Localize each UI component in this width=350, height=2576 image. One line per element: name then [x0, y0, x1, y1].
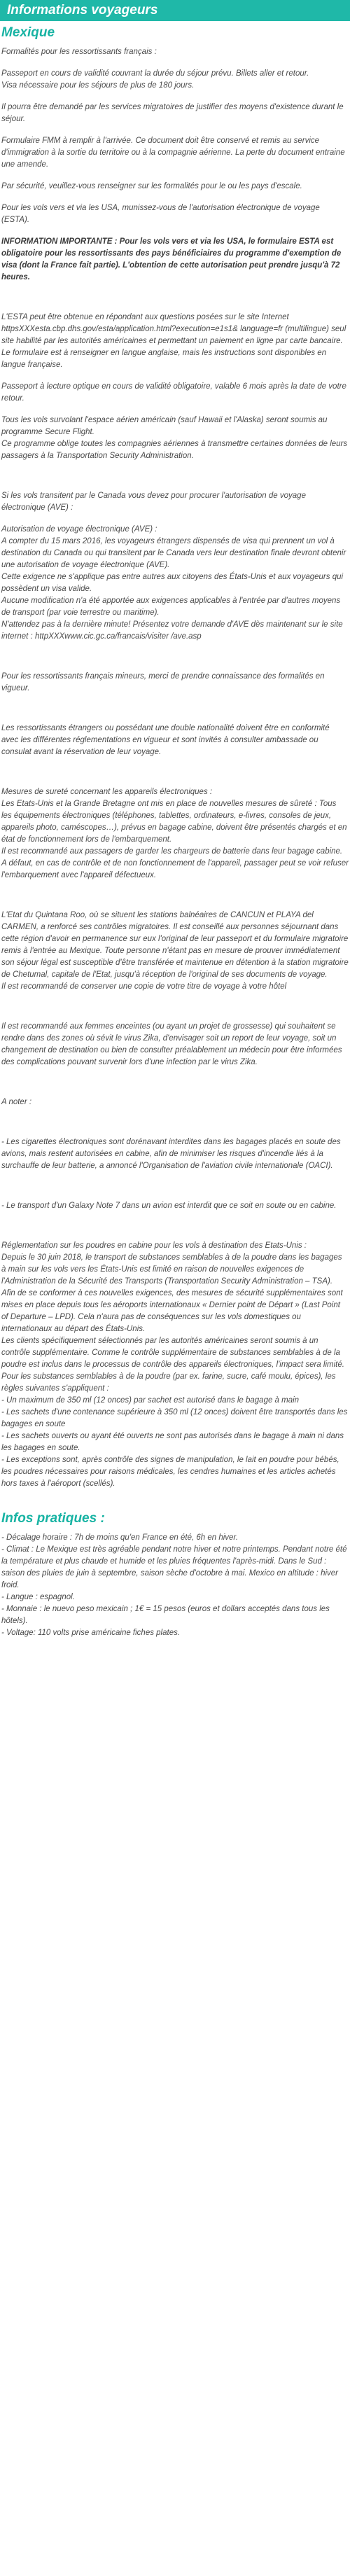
paragraph-zika: Il est recommandé aux femmes enceintes (ou ayant un projet de grossesse) qui souhaitent se rendre dans des zones où sévit le virus Zika, d'envisager soit un report de leur voyage, soit un changement de destination ou bien de consulter préalablement un médecin pour être informées des complications pouvant survenir lors d'une infection par le virus Zika.: [1, 1022, 342, 1066]
paragraph-secure-flight: Tous les vols survolant l'espace aérien américain (sauf Hawaii et l'Alaska) seront soumis au programme Secure Flight. Ce programme oblige toutes les compagnies aériennes à transmettre certaines données de leurs passagers à la Transportation Security Administration.: [1, 416, 348, 460]
section-title-mexique: Mexique: [1, 25, 55, 40]
spacer: [1, 1003, 349, 1021]
paragraph-important: INFORMATION IMPORTANTE : Pour les vols vers et via les USA, le formulaire ESTA est obligatoire pour les ressortissants des pays bénéficiaires du programme d'exemption de visa (dont la France fait partie). L'obtention de cette autorisation peut prendre jusqu'à 72 heures.: [1, 237, 342, 281]
paragraph-canada-intro: Si les vols transitent par le Canada vous devez pour procurer l'autorisation de voyage électronique (AVE) :: [1, 492, 306, 512]
mexique-content: [0, 46, 350, 1507]
spacer: [1, 1118, 349, 1136]
paragraph-esta-site: L'ESTA peut être obtenue en répondant aux questions posées sur le site Internet httpsXXXesta.cbp.dhs.gov/esta/application.html?execution=e1s1& language=fr (multilingue) seul site habilité par les autorités américaines et permettant un paiement en ligne par carte bancaire. Le formulaire est à renseigner en langue anglaise, mais les instructions sont disponibles en langue française.: [1, 313, 346, 369]
paragraph-formalites: Formalités pour les ressortissants français :: [1, 48, 157, 56]
spacer: [1, 472, 349, 490]
info-line: - Langue : espagnol.: [1, 1593, 75, 1601]
paragraph-galaxy: - Le transport d'un Galaxy Note 7 dans un avion est interdit que ce soit en soute ou en cabine.: [1, 1202, 337, 1210]
paragraph-double-nationalite: Les ressortissants étrangers ou possédant une double nationalité doivent être en conformité avec les différentes réglementations en vigueur et sont invités à consulter ambassade ou consulat avant la réservation de leur voyage.: [1, 724, 330, 756]
spacer: [1, 1078, 349, 1096]
paragraph-poudres: Réglementation sur les poudres en cabine pour les vols à destination des Etats-Unis : Depuis le 30 juin 2018, le transport de substances semblables à de la poudre dans les bagages à main sur les vols vers les États-Unis est limité en raison de nouvelles exigences de l'Administration de la Sécurité des Transports (Transportation Security Administration – TSA). Afin de se conformer à ces nouvelles exigences, des mesures de sécurité supplémentaires sont mises en place depuis tous les aéroports internationaux « Dernier point de Départ » (Last Point of Departure – LPD). Cela n'aura pas de conséquences sur les vols domestiques ou internationaux au départ des États-Unis. Les clients spécifiquement sélectionnés par les autorités américaines seront soumis à un contrôle supplémentaire. Comme le contrôle supplémentaire de substances semblables à de la poudre est inclus dans le processus de contrôle des appareils électroniques, l'impact sera limité. Pour les substances semblables à de la poudre (par ex. farine, sucre, café moulu, épices), les règles suivantes s'appliquent : - Un maximum de 350 ml (12 onces) par sachet est autorisé dans le bagage à main - Les sachets d'une contenance supérieure à 350 ml (12 onces) doivent être transportés dans les bagages en soute - Les sachets ouverts ou ayant été ouverts ne sont pas autorisés dans le bagage à main ni dans les bagages en soute. - Les exceptions sont, après contrôle des signes de manipulation, le lait en poudre pour bébés, les poudres nécessaires pour raisons médicales, les cendres humaines et les articles achetés hors taxes à l'aéroport (scellés).: [1, 1241, 348, 1488]
paragraph-non-francais: Pour les ressortissants français mineurs, merci de prendre connaissance des formalités en vigueur.: [1, 672, 325, 692]
paragraph-esta-intro: Pour les vols vers et via les USA, munissez-vous de l'autorisation électronique de voyage (ESTA).: [1, 204, 320, 224]
paragraph-securite: Par sécurité, veuillez-vous renseigner sur les formalités pour le ou les pays d'escale.: [1, 182, 302, 190]
paragraph-a-noter: A noter :: [1, 1098, 32, 1106]
paragraph-preuve: Il pourra être demandé par les services migratoires de justifier des moyens d'existence durant le séjour.: [1, 103, 344, 123]
spacer: [1, 1182, 349, 1200]
info-line: - Monnaie : le nuevo peso mexicain ; 1€ = 15 pesos (euros et dollars acceptés dans tous les hôtels).: [1, 1605, 330, 1625]
spacer: [1, 704, 349, 723]
paragraph-ave: Autorisation de voyage électronique (AVE) : A compter du 15 mars 2016, les voyageurs étrangers dispensés de visa qui prennent un vol à destination du Canada ou qui transitent par le Canada vers leur destination finale devront obtenir une autorisation de voyage électronique (AVE). Cette exigence ne s'applique pas entre autres aux citoyens des États-Unis et aux voyageurs qui possèdent un visa valide. Aucune modification n'a été apportée aux exigences applicables à l'entrée par d'autres moyens de transport (par voie terrestre ou maritime). N'attendez pas à la dernière minute! Présentez votre demande d'AVE dès maintenant sur le site internet : httpXXXwww.cic.gc.ca/francais/visiter /ave.asp: [1, 525, 346, 641]
info-line: - Voltage: 110 volts prise américaine fiches plates.: [1, 1629, 181, 1637]
infos-pratiques-content: [0, 1532, 350, 1646]
spacer: [1, 293, 349, 312]
paragraph-cigarettes: - Les cigarettes électroniques sont dorénavant interdites dans les bagages placés en soute des avions, mais restent autorisées en cabine, afin de minimiser les risques d'incendie liés à la surchauffe de leur batterie, a annoncé l'Organisation de l'aviation civile internationale (OACI).: [1, 1138, 341, 1170]
paragraph-appareils: Mesures de sureté concernant les appareils électroniques : Les Etats-Unis et la Grande Bretagne ont mis en place de nouvelles mesures de sûreté : Tous les équipements électroniques (téléphones, tablettes, ordinateurs, e-livres, consoles de jeux, appareils photo, caméscopes…), prévus en bagage cabine, doivent être présentés chargés et en état de fonctionnement lors de l'embarquement. Il est recommandé aux passagers de garder les chargeurs de batterie dans leur bagage cabine. A défaut, en cas de contrôle et de non fonctionnement de l'appareil, passager peut se voir refuser l'embarquement avec l'appareil défectueux.: [1, 788, 349, 879]
paragraph-quintana-roo: L'Etat du Quintana Roo, où se situent les stations balnéaires de CANCUN et PLAYA del CARMEN, a renforcé ses contrôles migratoires. Il est conseillé aux personnes séjournant dans cette région d'avoir en permanence sur eux l'original de leur passeport et du formulaire migratoire remis à l'entrée au Mexique. Toute personne n'étant pas en mesure de prouver immédiatement son séjour légal est susceptible d'être transférée et maintenue en détention à la station migratoire de Chetumal, capitale de l'Etat, jusqu'à réception de l'original de ses documents de voyage. Il est recommandé de conserver une copie de votre titre de voyage à votre hôtel: [1, 911, 349, 991]
page-title-banner: Informations voyageurs: [0, 0, 350, 21]
spacer: [1, 891, 349, 910]
paragraph-esta-passeport: Passeport à lecture optique en cours de validité obligatoire, valable 6 mois après la date de votre retour.: [1, 382, 346, 403]
spacer: [1, 1222, 349, 1240]
section-title-infos-pratiques: Infos pratiques :: [1, 1511, 105, 1526]
paragraph-passeport: Passeport en cours de validité couvrant la durée du séjour prévu. Billets aller et retour. Visa nécessaire pour les séjours de plus de 180 jours.: [1, 69, 309, 90]
paragraph-fmm: Formulaire FMM à remplir à l'arrivée. Ce document doit être conservé et remis au service d'immigration à la sortie du territoire ou à la compagnie aérienne. La perte du document entraine une amende.: [1, 137, 345, 169]
spacer: [1, 768, 349, 786]
spacer: [1, 653, 349, 671]
info-line: - Décalage horaire : 7h de moins qu'en France en été, 6h en hiver.: [1, 1533, 239, 1542]
info-line: - Climat : Le Mexique est très agréable pendant notre hiver et notre printemps. Pendant notre été la température et plus chaude et humide et les pluies fréquentes l'après-midi. Dans le Sud : saison des pluies de juin à septembre, saison sèche d'octobre à mai. Mexico en altitude : hiver froid.: [1, 1545, 347, 1589]
